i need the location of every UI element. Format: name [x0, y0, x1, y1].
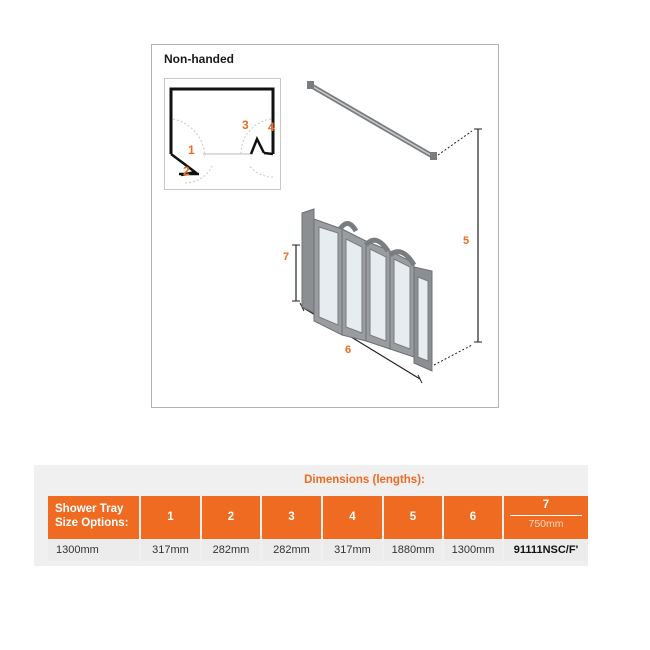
cell-col-5: 1880mm	[384, 540, 442, 561]
header-tray-size-line1: Shower Tray	[55, 503, 124, 515]
product-drawing	[152, 45, 500, 409]
cell-product-code: 91111NSC/F'	[504, 540, 588, 561]
dimension-label-7: 7	[283, 251, 290, 263]
product-diagram	[151, 44, 499, 408]
header-col-5: 5	[384, 496, 442, 539]
stabiliser-bar	[307, 81, 437, 160]
header-col-3: 3	[262, 496, 321, 539]
dimension-label-6: 6	[345, 344, 352, 356]
diagram-title: Non-handed	[164, 52, 234, 66]
header-col-7	[504, 496, 588, 539]
header-tray-size	[48, 496, 139, 539]
header-col-7-sub: 750mm	[528, 518, 564, 530]
cell-col-4: 317mm	[323, 540, 382, 561]
cell-col-3: 282mm	[262, 540, 321, 561]
header-tray-size-line2: Size Options:	[55, 517, 129, 529]
header-col-7-number: 7	[542, 499, 550, 511]
header-col-1: 1	[141, 496, 200, 539]
dimensions-heading: Dimensions (lengths):	[304, 474, 425, 486]
header-col-7-divider	[510, 515, 582, 516]
door-height-dimension-line	[292, 245, 300, 301]
header-col-4: 4	[323, 496, 382, 539]
cell-col-6: 1300mm	[444, 540, 502, 561]
cell-col-2: 282mm	[202, 540, 260, 561]
inset-label-3: 3	[242, 118, 249, 132]
header-col-6: 6	[444, 496, 502, 539]
inset-label-4: 4	[268, 120, 275, 134]
inset-label-1: 1	[188, 143, 195, 157]
dimensions-table	[34, 465, 588, 566]
height-dimension-line	[434, 129, 482, 365]
dimension-label-5: 5	[463, 235, 470, 247]
cell-tray-size: 1300mm	[48, 540, 139, 561]
header-col-2: 2	[202, 496, 260, 539]
inset-label-2: 2	[183, 164, 190, 178]
cell-col-1: 317mm	[141, 540, 200, 561]
